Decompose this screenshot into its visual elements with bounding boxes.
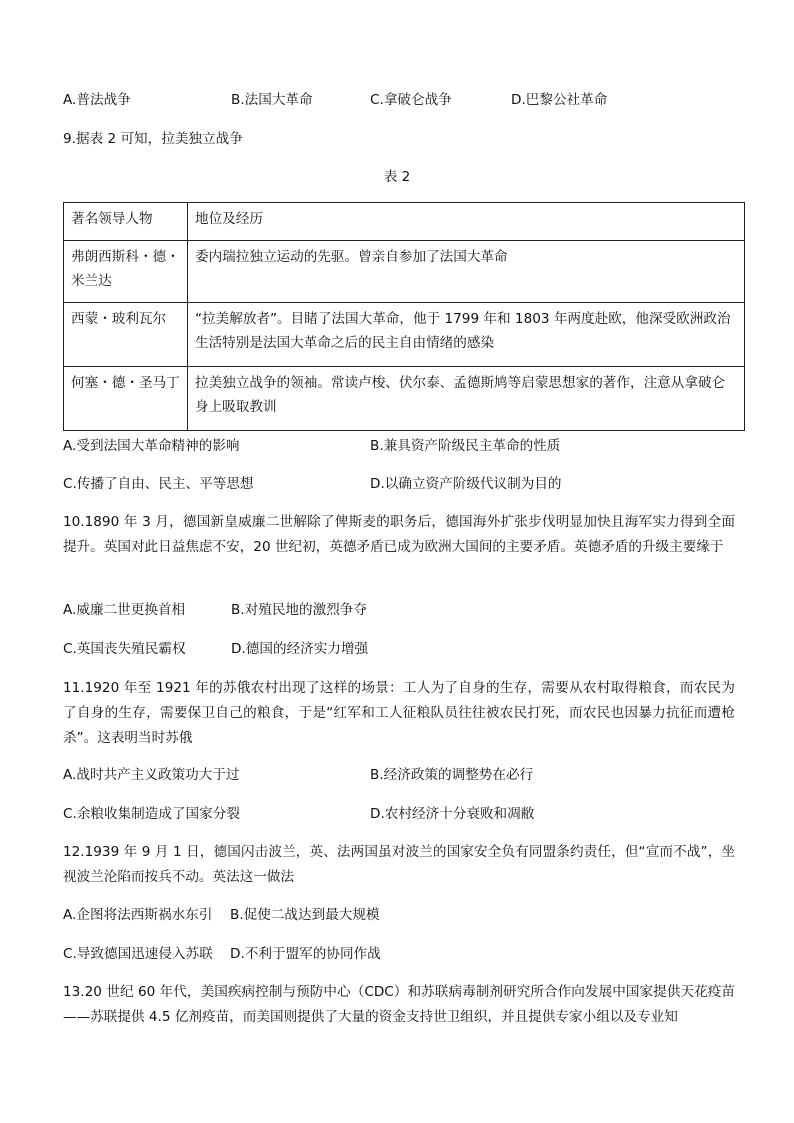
q10-option-a: A.威廉二世更换首相 xyxy=(63,602,186,618)
q13-stem: 13.20 世纪 60 年代，美国疾病控制与预防中心（CDC）和苏联病毒制剂研究所合作向发展中国家提供天花疫苗——苏联提供 4.5 亿剂疫苗，而美国则提供了大量的资金支持世卫组织，并且提供专家小组以及专业知 xyxy=(63,984,735,1025)
leader-name-cell: 何塞・德・圣马丁 xyxy=(64,367,188,431)
leader-name-cell: 弗朗西斯科・德・米兰达 xyxy=(64,241,188,303)
q11-option-b: B.经济政策的调整势在必行 xyxy=(370,767,534,783)
q9-option-a: A.受到法国大革命精神的影响 xyxy=(63,438,240,454)
q10-option-d: D.德国的经济实力增强 xyxy=(231,641,369,657)
leader-desc-cell: “拉美解放者”。目睹了法国大革命，他于 1799 年和 1803 年两度赴欧，他深受欧洲政治生活特别是法国大革命之后的民主自由情绪的感染 xyxy=(188,303,745,367)
table-row xyxy=(64,303,745,367)
leaders-table xyxy=(63,202,745,431)
q12-option-a: A.企图将法西斯祸水东引 xyxy=(63,907,213,923)
table-header-cell: 地位及经历 xyxy=(188,203,745,241)
leader-desc-cell: 委内瑞拉独立运动的先驱。曾亲自参加了法国大革命 xyxy=(188,241,745,303)
q8-option-b: B.法国大革命 xyxy=(231,92,313,108)
q12-option-c: C.导致德国迅速侵入苏联 xyxy=(63,946,213,962)
q11-stem: 11.1920 年至 1921 年的苏俄农村出现了这样的场景：工人为了自身的生存，需要从农村取得粮食，而农民为了自身的生存，需要保卫自己的粮食，于是“红军和工人征粮队员往往被农民打死，而农民也因暴力抗征而遭枪杀”。这表明当时苏俄 xyxy=(63,680,735,746)
q8-option-a: A.普法战争 xyxy=(63,92,131,108)
q11-option-c: C.余粮收集制造成了国家分裂 xyxy=(63,806,240,822)
q11-option-d: D.农村经济十分衰败和凋敝 xyxy=(370,806,535,822)
q10-option-b: B.对殖民地的激烈争夺 xyxy=(231,602,367,618)
q9-option-c: C.传播了自由、民主、平等思想 xyxy=(63,476,254,492)
q10-stem: 10.1890 年 3 月，德国新皇威廉二世解除了俾斯麦的职务后，德国海外扩张步伐明显加快且海军实力得到全面提升。英国对此日益焦虑不安，20 世纪初，英德矛盾已成为欧洲大国间的主要矛盾。英德矛盾的升级主要缘于 xyxy=(63,514,735,555)
leader-name-cell: 西蒙・玻利瓦尔 xyxy=(64,303,188,367)
q8-option-d: D.巴黎公社革命 xyxy=(511,92,608,108)
table-header-cell: 著名领导人物 xyxy=(64,203,188,241)
q9-option-b: B.兼具资产阶级民主革命的性质 xyxy=(370,438,561,454)
q9-option-d: D.以确立资产阶级代议制为目的 xyxy=(370,476,562,492)
table-title: 表 2 xyxy=(383,169,411,185)
table-row xyxy=(64,367,745,431)
q11-option-a: A.战时共产主义政策功大于过 xyxy=(63,767,240,783)
q12-option-d: D.不利于盟军的协同作战 xyxy=(230,946,381,962)
leader-desc-cell: 拉美独立战争的领袖。常读卢梭、伏尔泰、孟德斯鸠等启蒙思想家的著作，注意从拿破仑身上吸取教训 xyxy=(188,367,745,431)
table-row xyxy=(64,241,745,303)
q8-option-c: C.拿破仑战争 xyxy=(370,92,452,108)
q10-option-c: C.英国丧失殖民霸权 xyxy=(63,641,186,657)
q12-option-b: B.促使二战达到最大规模 xyxy=(230,907,380,923)
q9-stem: 9.据表 2 可知，拉美独立战争 xyxy=(63,131,243,147)
table-header-row xyxy=(64,203,745,241)
q12-stem: 12.1939 年 9 月 1 日，德国闪击波兰，英、法两国虽对波兰的国家安全负有同盟条约责任，但“宣而不战”，坐视波兰沦陷而按兵不动。英法这一做法 xyxy=(63,844,735,885)
